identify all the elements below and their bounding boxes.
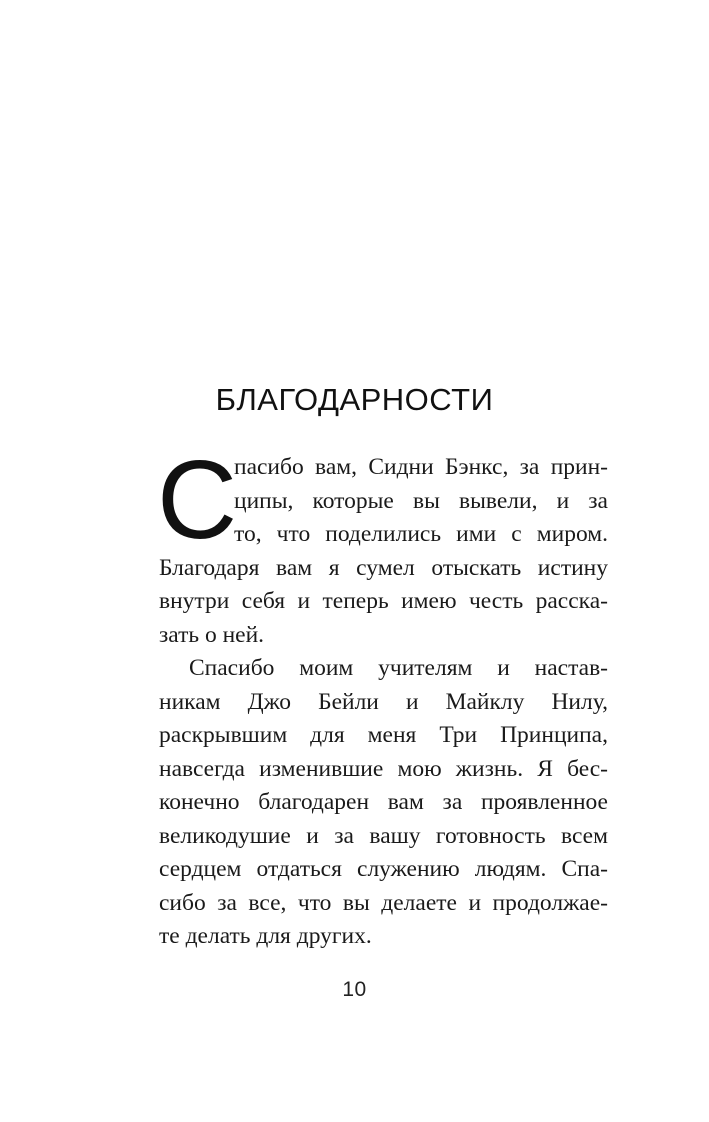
drop-cap-letter: С: [157, 438, 238, 562]
text-line: конечно благодарен вам за проявленное: [159, 789, 608, 815]
text-line: зать о ней.: [159, 621, 265, 648]
text-line: Благодаря вам я сумел отыскать истину: [159, 554, 608, 581]
text-line: Спасибо моим учителям и настав-: [189, 655, 608, 681]
acknowledgements-text: [157, 438, 608, 954]
text-line: навсегда изменившие мою жизнь. Я бес-: [159, 755, 608, 782]
text-line: ципы, которые вы вывели, и за: [234, 487, 608, 514]
text-line: никам Джо Бейли и Майклу Нилу,: [159, 688, 608, 715]
text-line: сибо за все, что вы делаете и продолжае-: [159, 889, 608, 916]
text-line: раскрывшим для меня Три Принципа,: [159, 722, 608, 748]
text-line: великодушие и за вашу готовность всем: [159, 822, 608, 849]
chapter-heading: БЛАГОДАРНОСТИ: [215, 382, 494, 417]
text-line: сердцем отдаться служению людям. Спа-: [159, 856, 608, 882]
page-number: 10: [342, 978, 367, 1001]
text-line: то, что поделились ими с миром.: [234, 521, 608, 547]
text-line: те делать для других.: [159, 923, 372, 949]
text-line: пасибо вам, Сидни Бэнкс, за прин-: [234, 454, 608, 480]
text-line: внутри себя и теперь имею честь расска-: [159, 588, 608, 614]
